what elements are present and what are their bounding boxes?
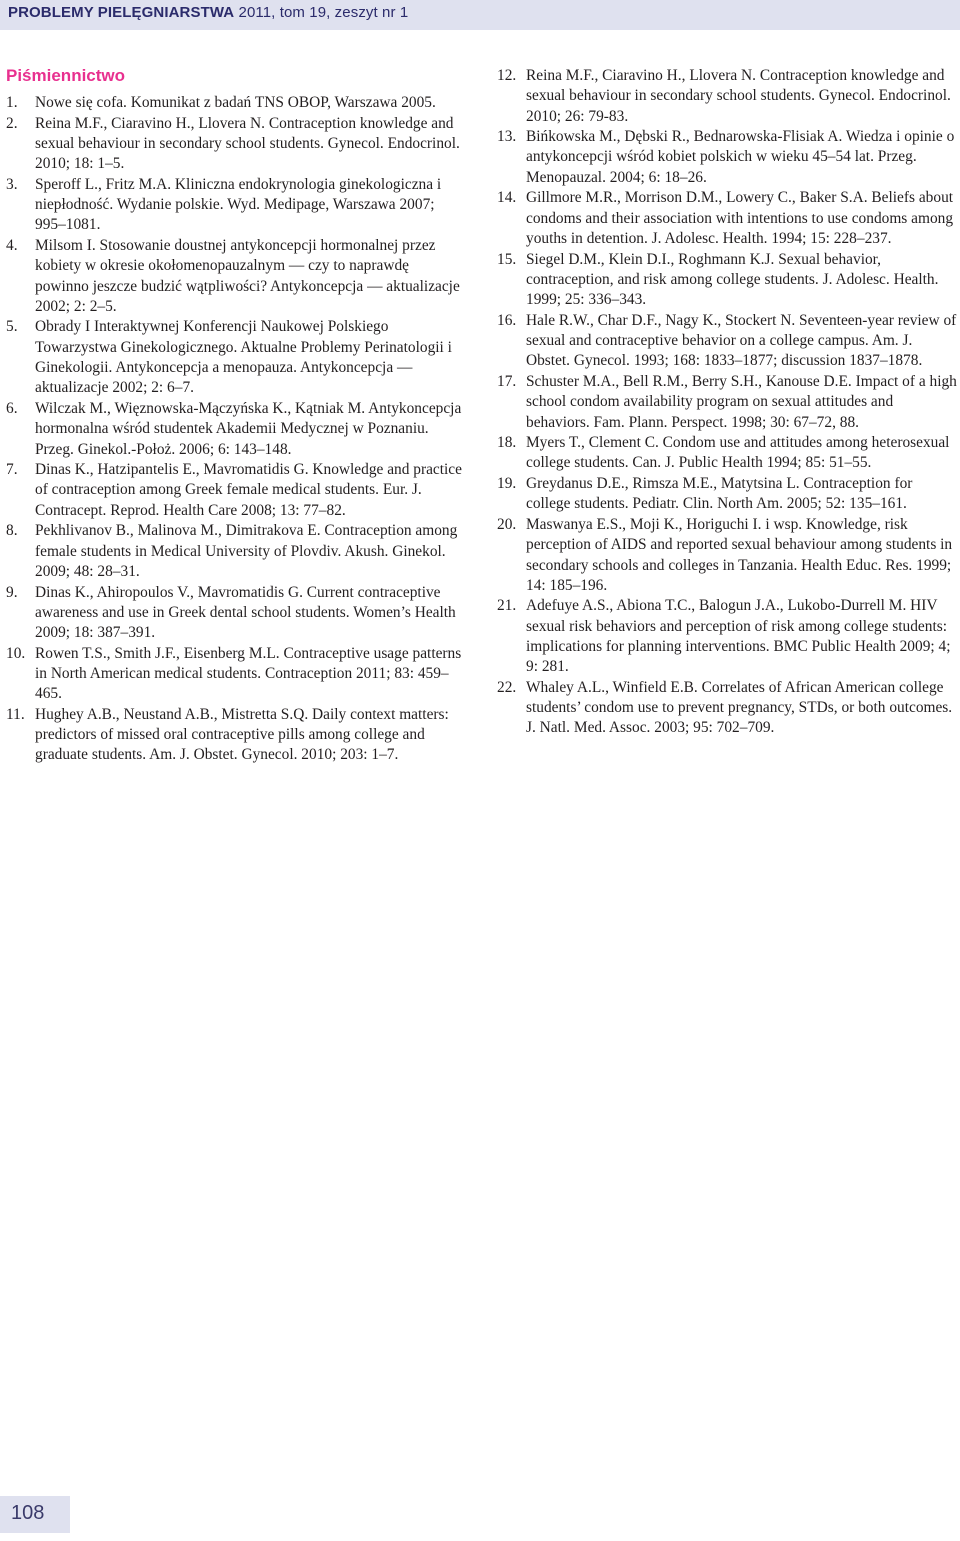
- reference-number: 20.: [497, 515, 517, 533]
- reference-text: Speroff L., Fritz M.A. Kliniczna endokrynologia ginekologiczna i niepłodność. Wydanie polskie. Wyd. Medipage, Warszawa 2007; 995–1081.: [35, 175, 442, 234]
- reference-number: 3.: [6, 175, 18, 193]
- reference-number: 12.: [497, 67, 517, 84]
- reference-number: 22.: [497, 678, 517, 696]
- references-left-column: [6, 93, 466, 766]
- reference-item: [497, 311, 957, 372]
- reference-item: [497, 188, 957, 249]
- reference-number: 15.: [497, 250, 517, 268]
- reference-item: [6, 521, 466, 582]
- reference-text: Obrady I Interaktywnej Konferencji Naukowej Polskiego Towarzystwa Ginekologicznego. Aktualne Problemy Perinatologii i Ginekologii. Antykoncepcja a menopauza. Antykoncepcja — aktualizacje 2002; 2: 6–7.: [35, 318, 452, 397]
- reference-number: 13.: [497, 128, 517, 146]
- reference-text: Schuster M.A., Bell R.M., Berry S.H., Kanouse D.E. Impact of a high school condom availability program on sexual attitudes and behaviors. Fam. Plann. Perspect. 1998; 30: 67–72, 88.: [526, 372, 957, 431]
- reference-item: [6, 399, 466, 460]
- running-head: [8, 4, 408, 21]
- reference-text: Dinas K., Ahiropoulos V., Mavromatidis G. Current contraceptive awareness and use in Greek dental school students. Women’s Health 2009; 18: 387–391.: [35, 583, 456, 642]
- reference-number: 7.: [6, 461, 18, 479]
- reference-text: Maswanya E.S., Moji K., Horiguchi I. i wsp. Knowledge, risk perception of AIDS and reported sexual behaviour among students in secondary schools and colleges in Tanzania. Health Educ. Res. 1999; 14: 185–196.: [526, 515, 953, 594]
- reference-item: [497, 678, 957, 739]
- reference-text: Greydanus D.E., Rimsza M.E., Matytsina L. Contraception for college students. Pediatr. Clin. North Am. 2005; 52: 135–161.: [526, 475, 913, 513]
- reference-item: [497, 596, 957, 677]
- reference-text: Myers T., Clement C. Condom use and attitudes among heterosexual college students. Can. J. Public Health 1994; 85: 51–55.: [526, 434, 950, 472]
- page-number: 108: [11, 1502, 45, 1524]
- reference-text: Rowen T.S., Smith J.F., Eisenberg M.L. Contraceptive usage patterns in North American medical students. Contraception 2011; 83: 459–465.: [35, 644, 462, 703]
- reference-number: 17.: [497, 372, 517, 390]
- reference-text: Reina M.F., Ciaravino H., Llovera N. Contraception knowledge and sexual behaviour in secondary school students. Gynecol. Endocrinol. 2010; 18: 1–5.: [35, 114, 460, 173]
- reference-number: 11.: [6, 705, 25, 723]
- reference-item: [6, 93, 466, 113]
- journal-issue: 2011, tom 19, zeszyt nr 1: [238, 4, 409, 21]
- reference-item: [6, 583, 466, 644]
- journal-title: PROBLEMY PIELĘGNIARSTWA: [8, 4, 235, 21]
- reference-text: Pekhlivanov B., Malinova M., Dimitrakova E. Contraception among female students in Medical University of Plovdiv. Akush. Ginekol. 2009; 48: 28–31.: [35, 522, 458, 580]
- reference-item: [6, 114, 466, 175]
- reference-text: Milsom I. Stosowanie doustnej antykoncepcji hormonalnej przez kobiety w okresie okołomenopauzalnym — czy to naprawdę powinno jeszcze budzić wątpliwości? Antykoncepcja — aktualizacje 2002; 2: 2–5.: [35, 236, 460, 315]
- journal-header: [0, 0, 960, 30]
- reference-item: [497, 250, 957, 311]
- reference-item: [6, 460, 466, 521]
- reference-item: [497, 66, 957, 127]
- reference-number: 10.: [6, 644, 26, 662]
- reference-text: Adefuye A.S., Abiona T.C., Balogun J.A., Lukobo-Durrell M. HIV sexual risk behaviors and perception of risk among college students: implications for planning interventions. BMC Public Health 2009; 4; 9: 281.: [526, 597, 951, 676]
- reference-item: [497, 433, 957, 474]
- reference-text: Dinas K., Hatzipantelis E., Mavromatidis G. Knowledge and practice of contraception among Greek female medical students. Eur. J. Contracept. Reprod. Health Care 2008; 13: 77–82.: [35, 461, 462, 519]
- reference-text: Hale R.W., Char D.F., Nagy K., Stockert N. Seventeen-year review of sexual and contraceptive behavior on a college campus. Am. J. Obstet. Gynecol. 1993; 168: 1833–1877; discussion 1837–1878.: [526, 311, 957, 370]
- reference-text: Reina M.F., Ciaravino H., Llovera N. Contraception knowledge and sexual behaviour in secondary school students. Gynecol. Endocrinol. 2010; 26: 79-83.: [526, 67, 951, 125]
- references-right-column: [497, 66, 957, 739]
- reference-number: 2.: [6, 114, 18, 132]
- reference-number: 19.: [497, 475, 517, 493]
- reference-item: [6, 705, 466, 766]
- reference-text: Bińkowska M., Dębski R., Bednarowska-Flisiak A. Wiedza i opinie o antykoncepcji wśród kobiet polskich w wieku 45–54 lat. Przeg. Menopauzal. 2004; 6: 18–26.: [526, 128, 955, 186]
- reference-item: [6, 317, 466, 398]
- reference-number: 16.: [497, 311, 517, 329]
- reference-number: 1.: [6, 94, 18, 111]
- reference-item: [6, 644, 466, 705]
- reference-text: Nowe się cofa. Komunikat z badań TNS OBOP, Warszawa 2005.: [35, 94, 436, 111]
- reference-item: [497, 127, 957, 188]
- reference-number: 9.: [6, 583, 18, 601]
- reference-number: 5.: [6, 318, 18, 336]
- reference-item: [497, 372, 957, 433]
- reference-number: 21.: [497, 597, 517, 615]
- reference-number: 8.: [6, 522, 18, 540]
- reference-item: [497, 474, 957, 515]
- reference-number: 18.: [497, 434, 517, 452]
- reference-text: Siegel D.M., Klein D.I., Roghmann K.J. Sexual behavior, contraception, and risk among college students. J. Adolesc. Health. 1999; 25: 336–343.: [526, 250, 939, 309]
- reference-number: 4.: [6, 236, 18, 254]
- reference-text: Hughey A.B., Neustand A.B., Mistretta S.Q. Daily context matters: predictors of missed oral contraceptive pills among college and graduate students. Am. J. Obstet. Gynecol. 2010; 203: 1–7.: [35, 705, 449, 764]
- reference-item: [6, 175, 466, 236]
- reference-text: Gillmore M.R., Morrison D.M., Lowery C., Baker S.A. Beliefs about condoms and their association with intentions to use condoms among youths in detention. J. Adolesc. Health. 1994; 15: 228–237.: [526, 189, 954, 247]
- page-number-box: [0, 1496, 70, 1533]
- reference-text: Wilczak M., Więznowska-Mączyńska K., Kątniak M. Antykoncepcja hormonalna wśród studentek Akademii Medycznej w Poznaniu. Przeg. Ginekol.-Położ. 2006; 6: 143–148.: [35, 399, 462, 458]
- reference-number: 6.: [6, 399, 18, 417]
- section-title: Piśmiennictwo: [6, 66, 126, 85]
- reference-number: 14.: [497, 189, 517, 207]
- reference-item: [497, 515, 957, 596]
- reference-text: Whaley A.L., Winfield E.B. Correlates of African American college students’ condom use to prevent pregnancy, STDs, or both outcomes. J. Natl. Med. Assoc. 2003; 95: 702–709.: [526, 678, 953, 737]
- reference-item: [6, 236, 466, 317]
